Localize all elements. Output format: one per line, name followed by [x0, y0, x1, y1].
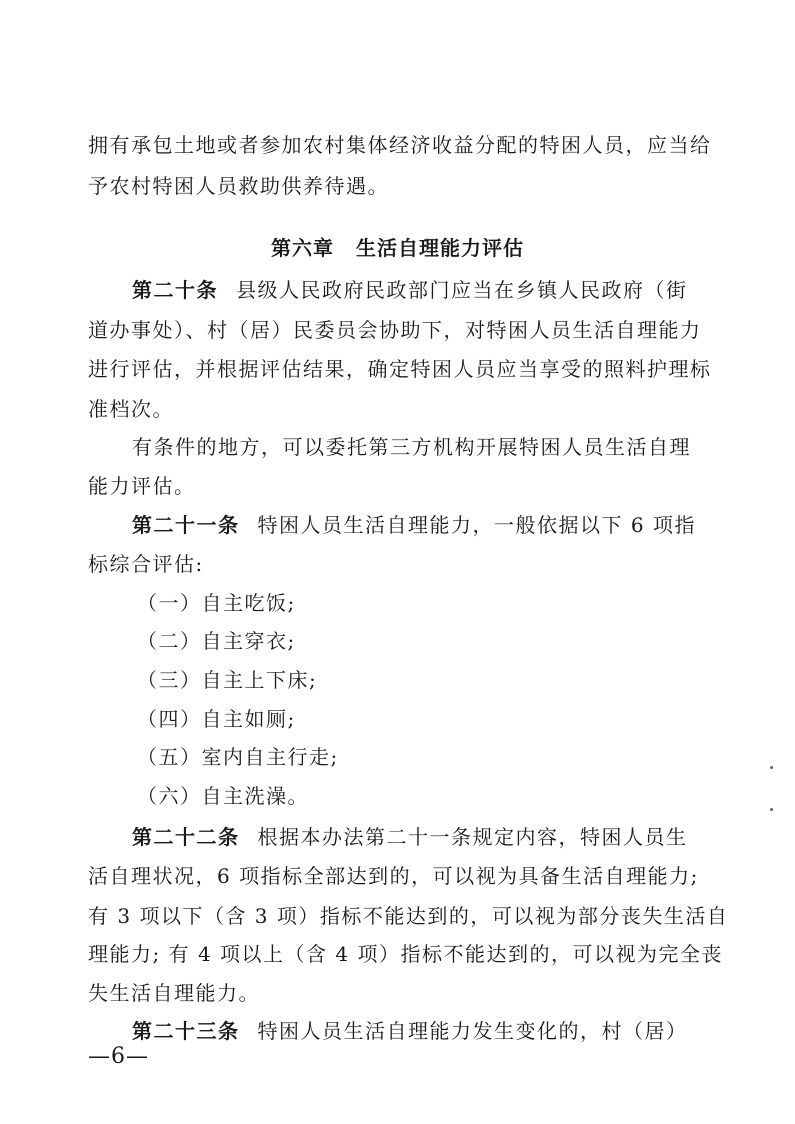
- article-text: 特困人员生活自理能力，一般依据以下 6 项指: [257, 513, 696, 537]
- chapter-heading: [0, 234, 795, 262]
- paragraph-line: 有 3 项以下（含 3 项）指标不能达到的，可以视为部分丧失生活自: [88, 904, 729, 928]
- list-item: （六）自主洗澡。: [137, 784, 309, 808]
- article-first-line: [132, 1017, 732, 1045]
- page-number: —6—: [88, 1044, 149, 1069]
- scan-speck: [770, 808, 773, 811]
- list-item: （三）自主上下床;: [137, 668, 318, 692]
- paragraph-line: 活自理状况，6 项指标全部达到的，可以视为具备生活自理能力;: [88, 864, 699, 888]
- article-text: 根据本办法第二十一条规定内容，特困人员生: [257, 825, 688, 849]
- list-item: （一）自主吃饭;: [137, 591, 296, 615]
- chapter-title: 生活自理能力评估: [356, 236, 524, 260]
- paragraph-line: 准档次。: [88, 397, 174, 421]
- article-label: 第二十一条: [132, 513, 240, 537]
- paragraph-line: 有条件的地方，可以委托第三方机构开展特困人员生活自理: [132, 435, 691, 459]
- paragraph-line: 拥有承包土地或者参加农村集体经济收益分配的特困人员，应当给: [88, 133, 712, 157]
- paragraph-line: 失生活自理能力。: [88, 981, 260, 1005]
- article-label: 第二十条: [132, 278, 218, 302]
- paragraph-line: 予农村特困人员救助供养待遇。: [88, 174, 389, 198]
- article-first-line: [132, 823, 732, 851]
- list-item: （五）室内自主行走;: [137, 745, 339, 769]
- list-item: （二）自主穿衣;: [137, 629, 296, 653]
- paragraph-line: 进行评估，并根据评估结果，确定特困人员应当享受的照料护理标: [88, 357, 712, 381]
- paragraph-line: 理能力; 有 4 项以上（含 4 项）指标不能达到的，可以视为完全丧: [88, 942, 723, 966]
- chapter-number: 第六章: [271, 236, 334, 260]
- article-first-line: [132, 276, 732, 304]
- paragraph-line: 标综合评估:: [88, 552, 204, 576]
- article-first-line: [132, 511, 732, 539]
- paragraph-line: 能力评估。: [88, 474, 196, 498]
- article-text: 特困人员生活自理能力发生变化的，村（居）: [257, 1019, 688, 1043]
- list-item: （四）自主如厕;: [137, 707, 296, 731]
- article-text: 县级人民政府民政部门应当在乡镇人民政府（街: [236, 278, 688, 302]
- article-label: 第二十二条: [132, 825, 240, 849]
- paragraph-line: 道办事处）、村（居）民委员会协助下，对特困人员生活自理能力: [88, 318, 702, 342]
- scan-speck: [770, 766, 773, 769]
- article-label: 第二十三条: [132, 1019, 240, 1043]
